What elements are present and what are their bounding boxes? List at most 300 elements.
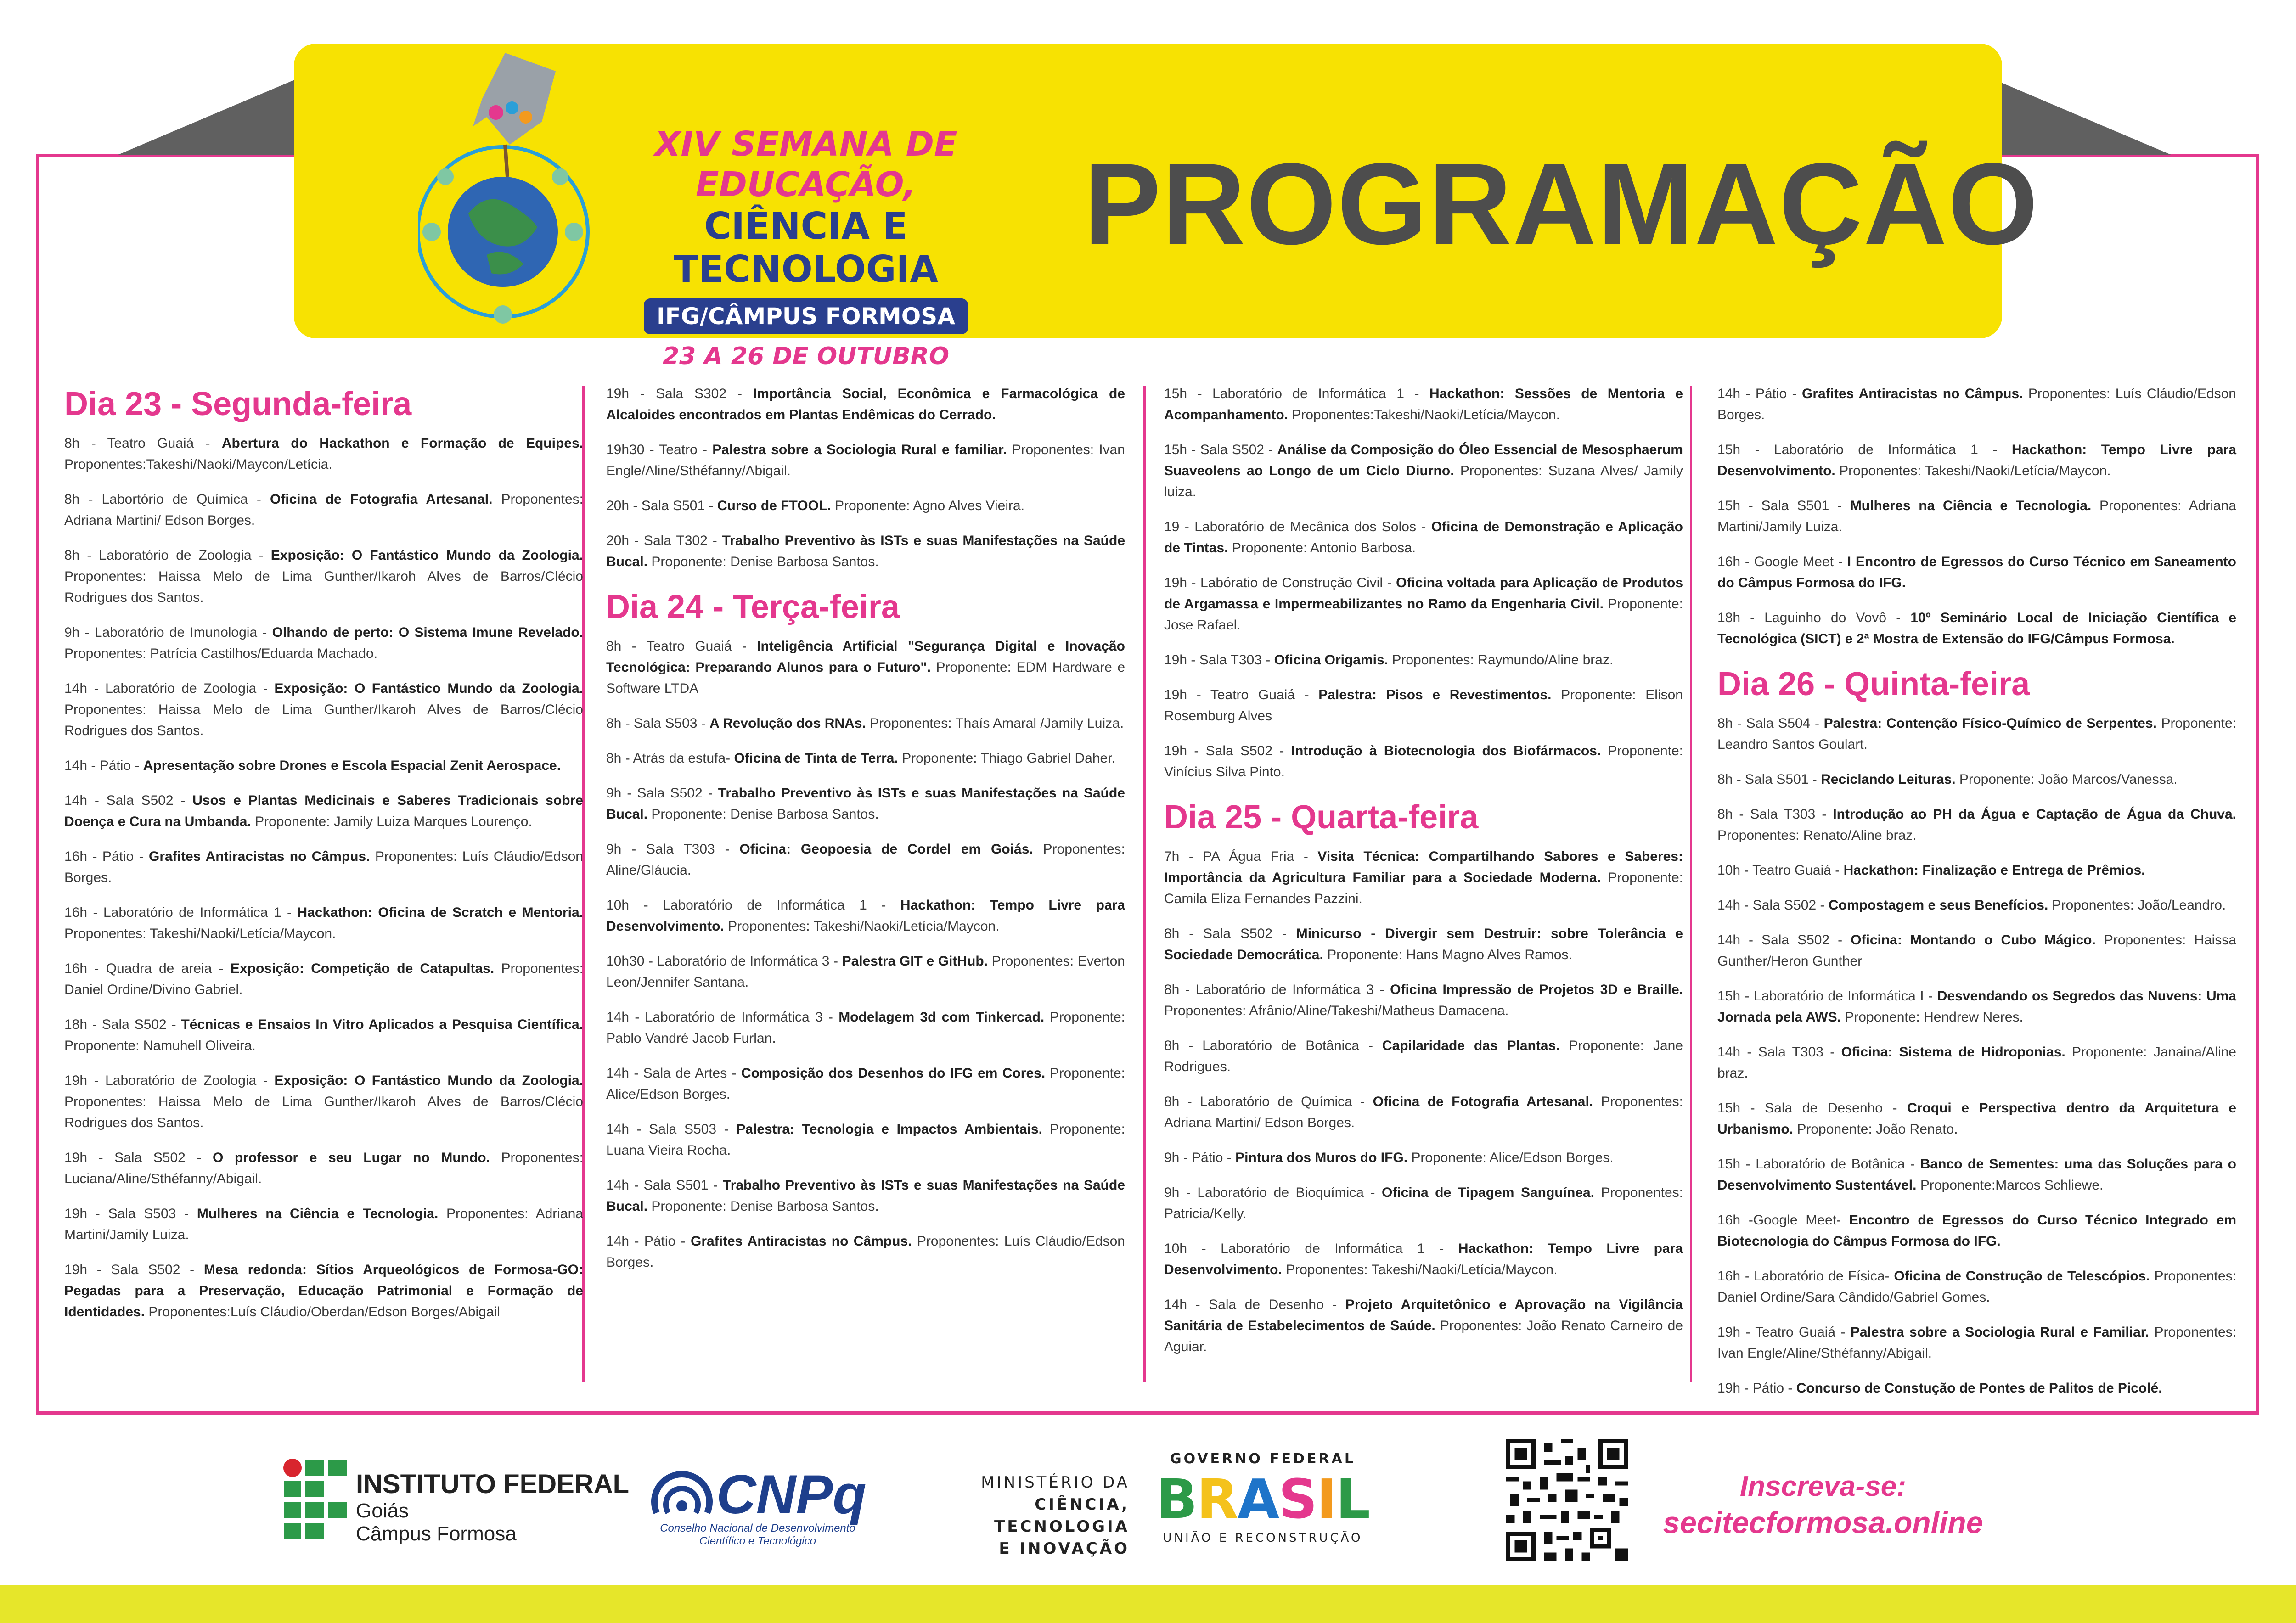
- schedule-item: [64, 790, 583, 832]
- schedule-activity-title: Exposição: Competição de Catapultas.: [230, 961, 495, 976]
- schedule-proponents: Proponentes: Takeshi/Naoki/Letícia/Maycon.: [1835, 463, 2111, 478]
- day-heading-23: Dia 23 - Segunda-feira: [64, 386, 412, 422]
- schedule-activity-title: Oficina Origamis.: [1274, 652, 1389, 668]
- schedule-time-place: 8h - Teatro Guaiá -: [606, 639, 757, 654]
- schedule-item: [1717, 895, 2236, 916]
- schedule-proponents: Proponentes: Everton Leon/Jennifer Santana.: [606, 954, 1125, 990]
- schedule-item: [606, 1063, 1125, 1105]
- schedule-item: [1164, 1238, 1683, 1280]
- header-wing-left: [117, 77, 301, 155]
- schedule-list: [64, 433, 583, 1323]
- schedule-activity-title: Encontro de Egressos do Curso Técnico Integrado em Biotecnologia do Câmpus Formosa do IFG.: [1717, 1213, 2236, 1249]
- schedule-activity-title: Exposição: O Fantástico Mundo da Zoologia.: [270, 548, 583, 563]
- schedule-activity-title: Palestra: Tecnologia e Impactos Ambientais.: [736, 1122, 1042, 1137]
- schedule-proponents: Proponente: Agno Alves Vieira.: [831, 498, 1025, 513]
- schedule-proponents: Proponente: Antonio Barbosa.: [1228, 540, 1416, 556]
- schedule-proponents: Proponente:Marcos Schliewe.: [1916, 1178, 2104, 1193]
- mcti-logo: [900, 1471, 1130, 1560]
- schedule-time-place: 8h - Sala S504 -: [1717, 716, 1824, 731]
- schedule-item: [1717, 607, 2236, 650]
- schedule-item: [1717, 860, 2236, 881]
- schedule-proponents: Proponentes: Daniel Ordine/Divino Gabriel.: [64, 961, 584, 997]
- schedule-time-place: 7h - PA Água Fria -: [1164, 849, 1318, 864]
- schedule-proponents: Proponentes: Patricia/Kelly.: [1164, 1185, 1683, 1221]
- schedule-activity-title: A Revolução dos RNAs.: [709, 716, 866, 731]
- schedule-time-place: 14h - Sala T303 -: [1717, 1045, 1841, 1060]
- if-state: Goiás: [356, 1499, 409, 1522]
- schedule-item: [1717, 713, 2236, 755]
- schedule-item: [606, 783, 1125, 825]
- schedule-time-place: 19h - Sala T303 -: [1164, 652, 1274, 668]
- schedule-time-place: 9h - Sala S502 -: [606, 786, 718, 801]
- page-title: PROGRAMAÇÃO: [1084, 140, 2039, 269]
- govbr-wordmark: [1153, 1467, 1373, 1531]
- schedule-time-place: 8h - Atrás da estufa-: [606, 751, 734, 766]
- schedule-time-place: 20h - Sala S501 -: [606, 498, 717, 513]
- schedule-activity-title: Mulheres na Ciência e Tecnologia.: [197, 1206, 439, 1221]
- schedule-proponents: Proponente: EDM Hardware e Software LTDA: [606, 660, 1125, 696]
- schedule-proponents: Proponentes: João Renato Carneiro de Aguiar.: [1164, 1318, 1683, 1354]
- schedule-time-place: 14h - Pátio -: [606, 1234, 691, 1249]
- schedule-item: [606, 636, 1125, 699]
- schedule-proponents: Proponente: Janaina/Aline braz.: [1717, 1045, 2236, 1081]
- schedule-activity-title: Trabalho Preventivo às ISTs e suas Manifestações na Saúde Bucal.: [606, 786, 1125, 822]
- schedule-item: [1717, 495, 2236, 538]
- column-2: [606, 383, 1125, 1287]
- schedule-proponents: Proponentes: Haissa Gunther/Heron Gunther: [1717, 932, 2236, 969]
- schedule-item: [606, 895, 1125, 937]
- schedule-time-place: 14h - Sala S503 -: [606, 1122, 737, 1137]
- cnpq-logo: [647, 1453, 877, 1554]
- schedule-item: [606, 495, 1125, 517]
- schedule-proponents: Proponentes: Suzana Alves/ Jamily luiza.: [1164, 463, 1683, 500]
- schedule-activity-title: Oficina voltada para Aplicação de Produtos de Argamassa e Impermeabilizantes no Ramo da Engenharia Civil.: [1164, 575, 1683, 612]
- schedule-item: [1717, 1154, 2236, 1196]
- schedule-time-place: 20h - Sala T302 -: [606, 533, 722, 548]
- schedule-proponents: Proponentes: Luís Cláudio/Edson Borges.: [1717, 386, 2236, 422]
- schedule-proponents: Proponentes: Ivan Engle/Aline/Sthéfanny/Abigail.: [606, 442, 1125, 478]
- schedule-activity-title: Palestra: Contenção Físico-Químico de Serpentes.: [1823, 716, 2157, 731]
- schedule-proponents: Proponente: Jane Rodrigues.: [1164, 1038, 1683, 1074]
- schedule-activity-title: Palestra GIT e GitHub.: [842, 954, 988, 969]
- schedule-activity-title: Oficina: Montando o Cubo Mágico.: [1851, 932, 2096, 948]
- schedule-time-place: 19h - Sala S502 -: [1164, 743, 1291, 758]
- schedule-activity-title: Apresentação sobre Drones e Escola Espacial Zenit Aerospace.: [143, 758, 561, 773]
- schedule-proponents: Proponentes: Haissa Melo de Lima Gunther/Ikaroh Alves de Barros/Clécio Rodrigues dos Santos.: [64, 702, 583, 738]
- schedule-time-place: 19h - Teatro Guaiá -: [1717, 1325, 1851, 1340]
- schedule-item: [606, 439, 1125, 482]
- schedule-item: [64, 545, 583, 608]
- schedule-time-place: 9h - Pátio -: [1164, 1150, 1236, 1165]
- schedule-time-place: 16h -Google Meet-: [1717, 1213, 1849, 1228]
- schedule-time-place: 14h - Laboratório de Zoologia -: [64, 681, 275, 696]
- schedule-proponents: Proponentes: Thaís Amaral /Jamily Luiza.: [866, 716, 1124, 731]
- schedule-time-place: 8h - Sala S501 -: [1717, 772, 1821, 787]
- schedule-time-place: 8h - Sala T303 -: [1717, 807, 1833, 822]
- govbr-tagline: UNIÃO E RECONSTRUÇÃO: [1163, 1531, 1363, 1545]
- schedule-item: [1164, 741, 1683, 783]
- brasil-wordmark-text: BRASIL: [1156, 1467, 1370, 1531]
- schedule-time-place: 8h - Sala S502 -: [1164, 926, 1296, 941]
- schedule-proponents: Proponentes: Luís Cláudio/Edson Borges.: [64, 849, 583, 885]
- schedule-proponents: Proponentes:Takeshi/Naoki/Maycon/Letícia.: [64, 457, 332, 472]
- schedule-item: [64, 755, 583, 776]
- column-divider: [1143, 386, 1146, 1382]
- schedule-activity-title: Grafites Antiracistas no Câmpus.: [148, 849, 370, 864]
- schedule-proponents: Proponente: Denise Barbosa Santos.: [647, 554, 879, 569]
- schedule-activity-title: Hackathon: Tempo Livre para Desenvolvimento.: [1164, 1241, 1683, 1277]
- schedule-item: [1717, 804, 2236, 846]
- event-dates: 23 A 26 DE OUTUBRO: [662, 343, 950, 370]
- schedule-time-place: 14h - Sala de Artes -: [606, 1066, 741, 1081]
- schedule-time-place: 10h - Laboratório de Informática 1 -: [1164, 1241, 1458, 1256]
- cnpq-wordmark: CNPq: [716, 1464, 867, 1525]
- schedule-proponents: Proponente: Hendrew Neres.: [1840, 1010, 2023, 1025]
- schedule-item: [1164, 1294, 1683, 1358]
- schedule-item: [1164, 439, 1683, 503]
- schedule-activity-title: Mesa redonda: Sítios Arqueológicos de Formosa-GO: Pegadas para a Preservação, Educação Patrimonial e Formação de Identidades.: [64, 1262, 583, 1320]
- schedule-proponents: Proponentes:Luís Cláudio/Oberdan/Edson Borges/Abigail: [145, 1304, 500, 1320]
- schedule-proponents: Proponente: João Renato.: [1793, 1122, 1958, 1137]
- schedule-time-place: 19h - Laboratório de Zoologia -: [64, 1073, 275, 1088]
- schedule-activity-title: Exposição: O Fantástico Mundo da Zoologia.: [274, 681, 583, 696]
- schedule-activity-title: Compostagem e seus Benefícios.: [1828, 898, 2048, 913]
- schedule-time-place: 8h - Laboratório de Informática 3 -: [1164, 982, 1390, 997]
- event-title-block: [599, 124, 1013, 370]
- schedule-time-place: 15h - Laboratório de Informática 1 -: [1717, 442, 2012, 457]
- schedule-item: [1164, 846, 1683, 910]
- schedule-time-place: 8h - Labortório de Química -: [64, 492, 270, 507]
- schedule-activity-title: Oficina: Sistema de Hidroponias.: [1841, 1045, 2065, 1060]
- schedule-activity-title: Palestra sobre a Sociologia Rural e familiar.: [712, 442, 1007, 457]
- schedule-time-place: 14h - Pátio -: [1717, 386, 1802, 401]
- schedule-list: [1717, 713, 2236, 1399]
- schedule-activity-title: Hackathon: Sessões de Mentoria e Acompanhamento.: [1164, 386, 1683, 422]
- schedule-activity-title: Visita Técnica: Compartilhando Sabores e Saberes: Importância da Agricultura Familiar para a Sociedade Moderna.: [1164, 849, 1683, 885]
- schedule-activity-title: Mulheres na Ciência e Tecnologia.: [1850, 498, 2092, 513]
- schedule-list: [1164, 846, 1683, 1358]
- schedule-item: [64, 902, 583, 944]
- schedule-time-place: 15h - Sala de Desenho -: [1717, 1101, 1908, 1116]
- schedule-proponents: Proponentes: Luís Cláudio/Edson Borges.: [606, 1234, 1125, 1270]
- schedule-activity-title: Técnicas e Ensaios In Vitro Aplicados a Pesquisa Científica.: [181, 1017, 583, 1032]
- schedule-time-place: 19h30 - Teatro -: [606, 442, 713, 457]
- schedule-proponents: Proponentes: Takeshi/Naoki/Letícia/Maycon.: [64, 926, 336, 941]
- schedule-item: [1717, 1042, 2236, 1084]
- schedule-activity-title: Modelagem 3d com Tinkercad.: [838, 1010, 1045, 1025]
- schedule-proponents: Proponente: Vinícius Silva Pinto.: [1164, 743, 1683, 780]
- schedule-proponents: Proponente: Denise Barbosa Santos.: [647, 1199, 879, 1214]
- schedule-time-place: 8h - Teatro Guaiá -: [64, 436, 222, 451]
- schedule-proponents: Proponentes: Adriana Martini/ Edson Borges.: [1164, 1094, 1683, 1130]
- schedule-proponents: Proponentes: Raymundo/Aline braz.: [1388, 652, 1614, 668]
- schedule-item: [1717, 439, 2236, 482]
- schedule-item: [1717, 551, 2236, 594]
- signup-link[interactable]: secitecformosa.online: [1663, 1505, 1983, 1539]
- schedule-activity-title: Análise da Composição do Óleo Essencial de Mesosphaerum Suaveolens ao Longo de um Ciclo Diurno.: [1164, 442, 1683, 478]
- schedule-item: [64, 846, 583, 888]
- schedule-proponents: Proponentes: Haissa Melo de Lima Gunther/Ikaroh Alves de Barros/Clécio Rodrigues dos Santos.: [64, 1094, 583, 1130]
- schedule-item: [64, 489, 583, 531]
- schedule-proponents: Proponente: Denise Barbosa Santos.: [647, 807, 879, 822]
- schedule-item: [1164, 1091, 1683, 1134]
- schedule-time-place: 8h - Laboratório de Química -: [1164, 1094, 1373, 1109]
- schedule-proponents: Proponentes: Adriana Martini/Jamily Luiza.: [1717, 498, 2236, 534]
- schedule-proponents: Proponentes: Renato/Aline braz.: [1717, 828, 1917, 843]
- schedule-time-place: 10h - Teatro Guaiá -: [1717, 863, 1844, 878]
- schedule-proponents: Proponentes: João/Leandro.: [2048, 898, 2226, 913]
- schedule-proponents: Proponentes: Patrícia Castilhos/Eduarda Machado.: [64, 646, 378, 661]
- day-heading-24: Dia 24 - Terça-feira: [606, 589, 900, 625]
- schedule-item: [1717, 1266, 2236, 1308]
- event-title-line2: CIÊNCIA E TECNOLOGIA: [673, 205, 939, 291]
- column-3: [1164, 383, 1683, 1371]
- schedule-time-place: 9h - Sala T303 -: [606, 842, 740, 857]
- schedule-proponents: Proponentes: Takeshi/Naoki/Letícia/Maycon.: [724, 919, 1000, 934]
- schedule-item: [1717, 1210, 2236, 1252]
- schedule-time-place: 9h - Laboratório de Imunologia -: [64, 625, 272, 640]
- schedule-proponents: Proponentes: Haissa Melo de Lima Gunther/Ikaroh Alves de Barros/Clécio Rodrigues dos Santos.: [64, 569, 583, 605]
- schedule-proponents: Proponentes: Afrânio/Aline/Takeshi/Matheus Damacena.: [1164, 1003, 1509, 1018]
- schedule-item: [64, 1147, 583, 1190]
- schedule-proponents: Proponente: Leandro Santos Goulart.: [1717, 716, 2236, 752]
- schedule-time-place: 10h30 - Laboratório de Informática 3 -: [606, 954, 842, 969]
- schedule-activity-title: Hackathon: Finalização e Entrega de Prêmios.: [1843, 863, 2145, 878]
- schedule-item: [1164, 517, 1683, 559]
- schedule-item: [606, 1007, 1125, 1049]
- schedule-time-place: 18h - Sala S502 -: [64, 1017, 181, 1032]
- schedule-time-place: 15h - Sala S501 -: [1717, 498, 1850, 513]
- schedule-proponents: Proponentes: Ivan Engle/Aline/Sthéfanny/Abigail.: [1717, 1325, 2237, 1361]
- schedule-item: [1164, 979, 1683, 1022]
- schedule-time-place: 19h - Teatro Guaiá -: [1164, 687, 1319, 702]
- governo-federal-logo: [1153, 1451, 1373, 1556]
- schedule-proponents: Proponente: Jamily Luiza Marques Lourenço.: [251, 814, 532, 829]
- schedule-activity-title: Minicurso - Divergir sem Destruir: sobre Tolerância e Sociedade Democrática.: [1164, 926, 1683, 962]
- schedule-time-place: 19 - Laboratório de Mecânica dos Solos -: [1164, 519, 1431, 534]
- schedule-activity-title: I Encontro de Egressos do Curso Técnico em Saneamento do Câmpus Formosa do IFG.: [1717, 554, 2236, 590]
- schedule-item: [606, 839, 1125, 881]
- schedule-proponents: Proponentes: Adriana Martini/Jamily Luiza.: [64, 1206, 583, 1242]
- schedule-time-place: 19h - Sala S302 -: [606, 386, 753, 401]
- if-campus: Câmpus Formosa: [356, 1522, 517, 1545]
- schedule-proponents: Proponente: Camila Eliza Fernandes Pazzini.: [1164, 870, 1683, 906]
- schedule-item: [64, 1070, 583, 1134]
- mcti-line3: E INOVAÇÃO: [999, 1539, 1130, 1558]
- schedule-time-place: 10h - Laboratório de Informática 1 -: [606, 898, 900, 913]
- schedule-item: [606, 530, 1125, 573]
- instituto-federal-text: [356, 1469, 629, 1545]
- schedule-activity-title: Pintura dos Muros do IFG.: [1235, 1150, 1408, 1165]
- schedule-time-place: 19h - Sala S502 -: [64, 1150, 213, 1165]
- instituto-federal-logo-icon: [282, 1458, 351, 1540]
- schedule-proponents: Proponente: Luana Vieira Rocha.: [606, 1122, 1125, 1158]
- schedule-activity-title: Oficina de Fotografia Artesanal.: [1373, 1094, 1593, 1109]
- cnpq-subtitle-line1: Conselho Nacional de Desenvolvimento: [660, 1522, 855, 1534]
- schedule-item: [1717, 930, 2236, 972]
- schedule-activity-title: Exposição: O Fantástico Mundo da Zoologia.: [274, 1073, 583, 1088]
- schedule-proponents: Proponente: João Marcos/Vanessa.: [1955, 772, 2178, 787]
- schedule-activity-title: Hackathon: Oficina de Scratch e Mentoria.: [297, 905, 583, 920]
- schedule-item: [64, 678, 583, 741]
- schedule-time-place: 19h - Pátio -: [1717, 1381, 1796, 1396]
- column-4: [1717, 383, 2236, 1413]
- schedule-proponents: Proponentes: Aline/Gláucia.: [606, 842, 1125, 878]
- schedule-activity-title: Concurso de Constução de Pontes de Palitos de Picolé.: [1796, 1381, 2162, 1396]
- cnpq-subtitle-line2: Científico e Tecnológico: [699, 1535, 816, 1547]
- schedule-activity-title: Reciclando Leituras.: [1821, 772, 1956, 787]
- schedule-activity-title: Oficina de Tipagem Sanguínea.: [1381, 1185, 1595, 1200]
- schedule-item: [1164, 573, 1683, 636]
- schedule-activity-title: Capilaridade das Plantas.: [1382, 1038, 1560, 1053]
- schedule-activity-title: Palestra sobre a Sociologia Rural e Familiar.: [1850, 1325, 2150, 1340]
- qr-code-icon: [1506, 1439, 1628, 1561]
- schedule-activity-title: Banco de Sementes: uma das Soluções para o Desenvolvimento Sustentável.: [1717, 1157, 2237, 1193]
- schedule-item: [606, 1175, 1125, 1217]
- schedule-item: [1717, 769, 2236, 790]
- schedule-item: [1164, 383, 1683, 426]
- event-title-line1: XIV SEMANA DE EDUCAÇÃO,: [654, 124, 957, 204]
- schedule-activity-title: Composição dos Desenhos do IFG em Cores.: [741, 1066, 1046, 1081]
- schedule-list: [606, 383, 1125, 573]
- schedule-item: [606, 713, 1125, 734]
- schedule-activity-title: Grafites Antiracistas no Câmpus.: [690, 1234, 912, 1249]
- schedule-proponents: Proponente: Namuhell Oliveira.: [64, 1038, 256, 1053]
- day-heading-25: Dia 25 - Quarta-feira: [1164, 799, 1479, 836]
- schedule-activity-title: Curso de FTOOL.: [717, 498, 831, 513]
- schedule-time-place: 16h - Laboratório de Informática 1 -: [64, 905, 298, 920]
- schedule-activity-title: Hackathon: Tempo Livre para Desenvolvimento.: [606, 898, 1125, 934]
- schedule-time-place: 8h - Laboratório de Botânica -: [1164, 1038, 1382, 1053]
- schedule-item: [64, 1203, 583, 1246]
- schedule-item: [64, 1014, 583, 1056]
- schedule-activity-title: Oficina de Construção de Telescópios.: [1894, 1269, 2150, 1284]
- schedule-item: [606, 383, 1125, 426]
- day-heading-26: Dia 26 - Quinta-feira: [1717, 666, 2030, 702]
- schedule-activity-title: Croqui e Perspectiva dentro da Arquitetura e Urbanismo.: [1717, 1101, 2237, 1137]
- schedule-time-place: 9h - Laboratório de Bioquímica -: [1164, 1185, 1382, 1200]
- if-title: INSTITUTO FEDERAL: [356, 1469, 630, 1499]
- schedule-item: [1717, 383, 2236, 426]
- schedule-activity-title: Palestra: Pisos e Revestimentos.: [1318, 687, 1552, 702]
- schedule-item: [64, 1259, 583, 1323]
- schedule-time-place: 16h - Quadra de areia -: [64, 961, 231, 976]
- mcti-line2: CIÊNCIA, TECNOLOGIA: [994, 1495, 1130, 1536]
- schedule-item: [1164, 923, 1683, 966]
- schedule-activity-title: Usos e Plantas Medicinais e Saberes Tradicionais sobre Doença e Cura na Umbanda.: [64, 793, 583, 829]
- schedule-item: [1164, 685, 1683, 727]
- cnpq-subtitle: [647, 1522, 868, 1548]
- signup-cta: [1649, 1469, 1998, 1541]
- schedule-item: [1164, 1035, 1683, 1078]
- schedule-item: [64, 622, 583, 664]
- schedule-activity-title: 10º Seminário Local de Iniciação Científica e Tecnológica (SICT) e 2ª Mostra de Extensão do IFG/Câmpus Formosa.: [1717, 610, 2237, 646]
- schedule-proponents: Proponente: Alice/Edson Borges.: [1407, 1150, 1614, 1165]
- event-logo-icon: [418, 53, 592, 328]
- schedule-activity-title: Olhando de perto: O Sistema Imune Revelado.: [272, 625, 583, 640]
- schedule-time-place: 14h - Pátio -: [64, 758, 143, 773]
- schedule-time-place: 14h - Laboratório de Informática 3 -: [606, 1010, 839, 1025]
- schedule-item: [1164, 650, 1683, 671]
- schedule-item: [606, 1231, 1125, 1273]
- schedule-proponents: Proponentes: Takeshi/Naoki/Letícia/Maycon.: [1282, 1262, 1558, 1277]
- schedule-proponents: Proponente: Elison Rosemburg Alves: [1164, 687, 1683, 724]
- schedule-proponents: Proponentes:Takeshi/Naoki/Letícia/Maycon.: [1288, 407, 1560, 422]
- schedule-time-place: 14h - Sala S502 -: [1717, 898, 1829, 913]
- schedule-activity-title: Introdução à Biotecnologia dos Biofármacos.: [1291, 743, 1601, 758]
- schedule-activity-title: O professor e seu Lugar no Mundo.: [212, 1150, 490, 1165]
- schedule-time-place: 19h - Labóratio de Construção Civil -: [1164, 575, 1396, 590]
- schedule-time-place: 16h - Google Meet -: [1717, 554, 1847, 569]
- schedule-time-place: 8h - Laboratório de Zoologia -: [64, 548, 271, 563]
- schedule-time-place: 14h - Sala S502 -: [64, 793, 193, 808]
- schedule-time-place: 18h - Laguinho do Vovô -: [1717, 610, 1911, 625]
- schedule-proponents: Proponente: Jose Rafael.: [1164, 596, 1683, 633]
- schedule-proponents: Proponente: Pablo Vandré Jacob Furlan.: [606, 1010, 1125, 1046]
- schedule-proponents: Proponentes: Daniel Ordine/Sara Cândido/Gabriel Gomes.: [1717, 1269, 2236, 1305]
- schedule-item: [1717, 986, 2236, 1028]
- schedule-activity-title: Oficina de Fotografia Artesanal.: [270, 492, 493, 507]
- schedule-activity-title: Oficina: Geopoesia de Cordel em Goiás.: [739, 842, 1033, 857]
- schedule-proponents: Proponente: Hans Magno Alves Ramos.: [1323, 947, 1572, 962]
- schedule-time-place: 14h - Sala S502 -: [1717, 932, 1851, 948]
- schedule-time-place: 16h - Laboratório de Física-: [1717, 1269, 1894, 1284]
- cnpq-emblem-icon: [647, 1462, 716, 1522]
- schedule-list: [606, 636, 1125, 1273]
- schedule-list: [1717, 383, 2236, 650]
- campus-badge: IFG/CÂMPUS FORMOSA: [644, 298, 968, 334]
- schedule-item: [1717, 1322, 2236, 1364]
- column-divider: [1690, 386, 1692, 1382]
- schedule-activity-title: Grafites Antiracistas no Câmpus.: [1801, 386, 2023, 401]
- schedule-time-place: 15h - Laboratório de Informática I -: [1717, 988, 1937, 1004]
- govbr-top: GOVERNO FEDERAL: [1170, 1451, 1356, 1467]
- schedule-item: [64, 958, 583, 1000]
- column-1: [64, 383, 583, 1337]
- schedule-item: [606, 1119, 1125, 1161]
- schedule-activity-title: Introdução ao PH da Água e Captação de Água da Chuva.: [1833, 807, 2237, 822]
- signup-label: Inscreva-se:: [1740, 1471, 1906, 1502]
- schedule-time-place: 15h - Sala S502 -: [1164, 442, 1277, 457]
- schedule-time-place: 19h - Sala S503 -: [64, 1206, 197, 1221]
- mcti-line1: MINISTÉRIO DA: [981, 1473, 1130, 1492]
- schedule-time-place: 14h - Sala de Desenho -: [1164, 1297, 1345, 1312]
- schedule-time-place: 15h - Laboratório de Botânica -: [1717, 1157, 1920, 1172]
- schedule-time-place: 14h - Sala S501 -: [606, 1178, 723, 1193]
- schedule-item: [1164, 1182, 1683, 1224]
- schedule-time-place: 19h - Sala S502 -: [64, 1262, 204, 1277]
- schedule-proponents: Proponentes: Luciana/Aline/Sthéfanny/Abigail.: [64, 1150, 584, 1186]
- schedule-activity-title: Importância Social, Econômica e Farmacológica de Alcaloides encontrados em Plantas Endêmicas do Cerrado.: [606, 386, 1125, 422]
- schedule-item: [606, 748, 1125, 769]
- schedule-activity-title: Hackathon: Tempo Livre para Desenvolvimento.: [1717, 442, 2237, 478]
- schedule-proponents: Proponente: Thiago Gabriel Daher.: [898, 751, 1115, 766]
- schedule-activity-title: Oficina Impressão de Projetos 3D e Braille.: [1390, 982, 1683, 997]
- schedule-item: [64, 433, 583, 475]
- schedule-item: [606, 951, 1125, 993]
- schedule-proponents: Proponentes: Adriana Martini/ Edson Borges.: [64, 492, 584, 528]
- schedule-time-place: 16h - Pátio -: [64, 849, 149, 864]
- schedule-activity-title: Oficina de Tinta de Terra.: [734, 751, 898, 766]
- schedule-item: [1164, 1147, 1683, 1168]
- schedule-time-place: 15h - Laboratório de Informática 1 -: [1164, 386, 1430, 401]
- schedule-time-place: 8h - Sala S503 -: [606, 716, 710, 731]
- schedule-activity-title: Trabalho Preventivo às ISTs e suas Manifestações na Saúde Bucal.: [606, 1178, 1125, 1214]
- schedule-activity-title: Inteligência Artificial "Segurança Digital e Inovação Tecnológica: Preparando Alunos para o Futuro".: [606, 639, 1125, 675]
- schedule-proponents: Proponente: Alice/Edson Borges.: [606, 1066, 1125, 1102]
- schedule-activity-title: Projeto Arquitetônico e Aprovação na Vigilância Sanitária de Estabelecimentos de Saúde.: [1164, 1297, 1683, 1333]
- schedule-activity-title: Trabalho Preventivo às ISTs e suas Manifestações na Saúde Bucal.: [606, 533, 1125, 569]
